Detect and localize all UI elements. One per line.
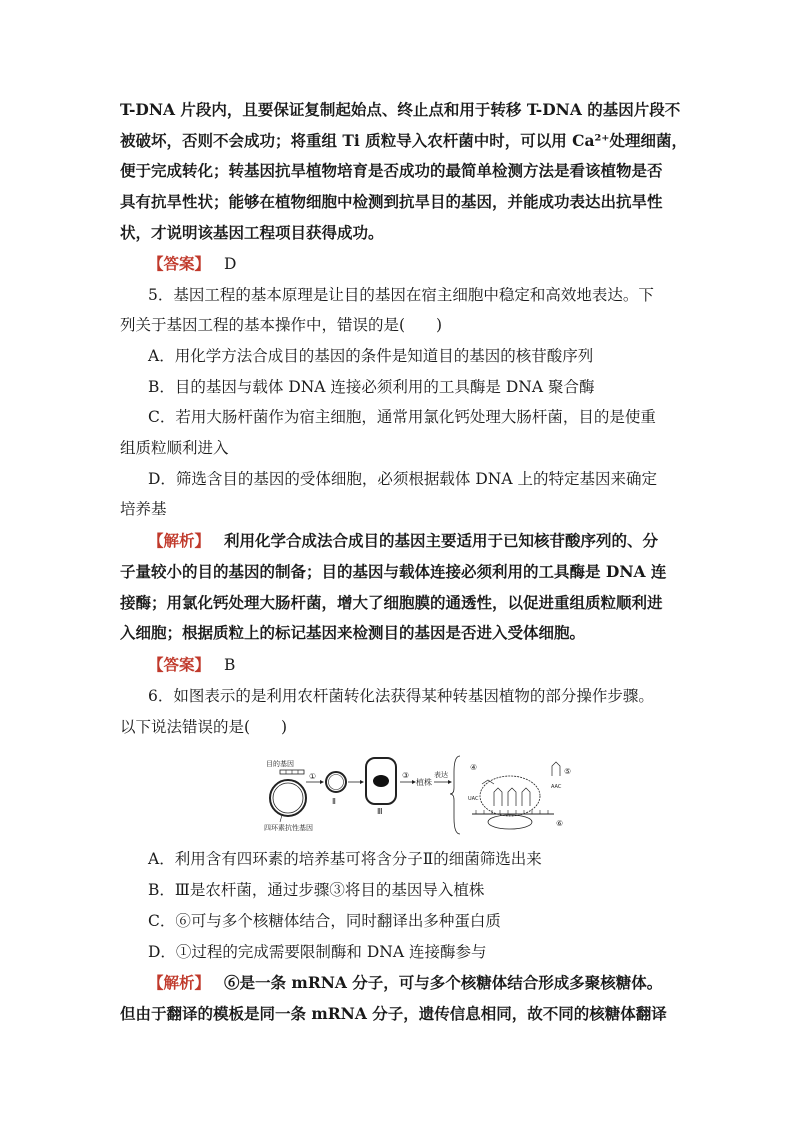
bacterial-nucleoid	[373, 775, 389, 787]
continuation-line-3: 便于完成转化；转基因抗旱植物培育是否成功的最简单检测方法是看该植物是否	[120, 161, 663, 180]
answer-value: D	[224, 255, 237, 273]
answer-tag: 【答案】	[148, 254, 211, 273]
label-target-gene: 目的基因	[266, 760, 294, 768]
trna-molecules	[494, 788, 530, 806]
q6-stem-line-2: 以下说法错误的是( )	[120, 718, 288, 736]
q5-analysis-line-3: 接酶；用氯化钙处理大肠杆菌，增大了细胞膜的通透性，以促进重组质粒顺利进	[120, 593, 663, 612]
codon-uac: UAC	[468, 796, 479, 802]
plasmid-ring	[270, 780, 306, 816]
q6-option-d: D．①过程的完成需要限制酶和 DNA 连接酶参与	[148, 943, 487, 961]
agrobacterium-transformation-diagram	[262, 752, 582, 836]
step3-marker: ③	[402, 771, 410, 780]
continuation-line-1: T-DNA 片段内，且要保证复制起始点、终止点和用于转移 T-DNA 的基因片段不	[120, 100, 681, 119]
peptide-chain	[482, 780, 494, 784]
q5-analysis-line-2: 子量较小的目的基因的制备；目的基因与载体连接必须利用的工具酶是 DNA 连	[120, 562, 667, 581]
q5-stem-line-2: 列关于基因工程的基本操作中，错误的是( )	[120, 316, 443, 334]
step5-marker: ⑤	[564, 767, 572, 776]
answer-tag: 【答案】	[148, 655, 211, 674]
label-tet-gene: 四环素抗性基因	[264, 824, 313, 832]
continuation-line-4: 具有抗旱性状；能够在植物细胞中检测到抗旱目的基因，并能成功表达出抗旱性	[120, 192, 663, 211]
q5-option-c-cont: 组质粒顺利进入	[120, 439, 229, 457]
q5-option-d-cont: 培养基	[120, 500, 167, 518]
q5-option-d: D．筛选含目的基因的受体细胞，必须根据载体 DNA 上的特定基因来确定	[148, 470, 657, 488]
step1-marker: ①	[309, 772, 317, 781]
q6-option-a: A．利用含有四环素的培养基可将含分子Ⅱ的细菌筛选出来	[148, 850, 542, 868]
label-plant: 植株	[416, 778, 432, 787]
q6-option-c: C．⑥可与多个核糖体结合，同时翻译出多种蛋白质	[148, 912, 501, 930]
q5-analysis-line-1	[148, 530, 658, 552]
q5-option-a: A．用化学方法合成目的基因的条件是知道目的基因的核苷酸序列	[148, 347, 594, 365]
bracket	[450, 756, 460, 834]
answer-value: B	[224, 656, 236, 674]
label-express: 表达	[434, 771, 448, 779]
q5-analysis-line-4: 入细胞；根据质粒上的标记基因来检测目的基因是否进入受体细胞。	[120, 623, 586, 642]
analysis-tag: 【解析】	[148, 531, 211, 550]
q6-option-b: B．Ⅲ是农杆菌，通过步骤③将目的基因导入植株	[148, 881, 485, 899]
q5-option-c: C．若用大肠杆菌作为宿主细胞，通常用氯化钙处理大肠杆菌，目的是使重	[148, 408, 656, 426]
continuation-line-2: 被破坏，否则不会成功；将重组 Ti 质粒导入农杆菌中时，可以用 Ca²⁺处理细菌，	[120, 131, 687, 150]
q5-option-b: B．目的基因与载体 DNA 连接必须利用的工具酶是 DNA 聚合酶	[148, 378, 595, 396]
ribosome-large-subunit	[480, 776, 540, 816]
label-roman-2: Ⅱ	[332, 797, 336, 806]
analysis-text: 利用化学合成法合成目的基因主要适用于已知核苷酸序列的、分	[224, 531, 659, 550]
step4-marker: ④	[470, 763, 478, 772]
answer-row-prev	[148, 253, 236, 275]
label-roman-3: Ⅲ	[377, 807, 383, 816]
q6-stem-line-1: 6．如图表示的是利用农杆菌转化法获得某种转基因植物的部分操作步骤。	[148, 687, 654, 705]
q5-stem-line-1: 5．基因工程的基本原理是让目的基因在宿主细胞中稳定和高效地表达。下	[148, 286, 654, 304]
continuation-line-5: 状，才说明该基因工程项目获得成功。	[120, 223, 384, 242]
answer-row-q5	[148, 654, 235, 676]
free-trna	[552, 762, 560, 776]
codon-aac: AAC	[551, 784, 562, 790]
ribosome-small-subunit	[488, 815, 532, 829]
analysis-tag: 【解析】	[148, 973, 211, 992]
q6-analysis-line-1	[148, 972, 662, 994]
q6-analysis-line-2: 但由于翻译的模板是同一条 mRNA 分子，遗传信息相同，故不同的核糖体翻译	[120, 1004, 667, 1023]
step6-marker: ⑥	[556, 819, 564, 828]
recombinant-plasmid	[326, 772, 346, 792]
analysis-text: ⑥是一条 mRNA 分子，可与多个核糖体结合形成多聚核糖体。	[224, 973, 663, 992]
